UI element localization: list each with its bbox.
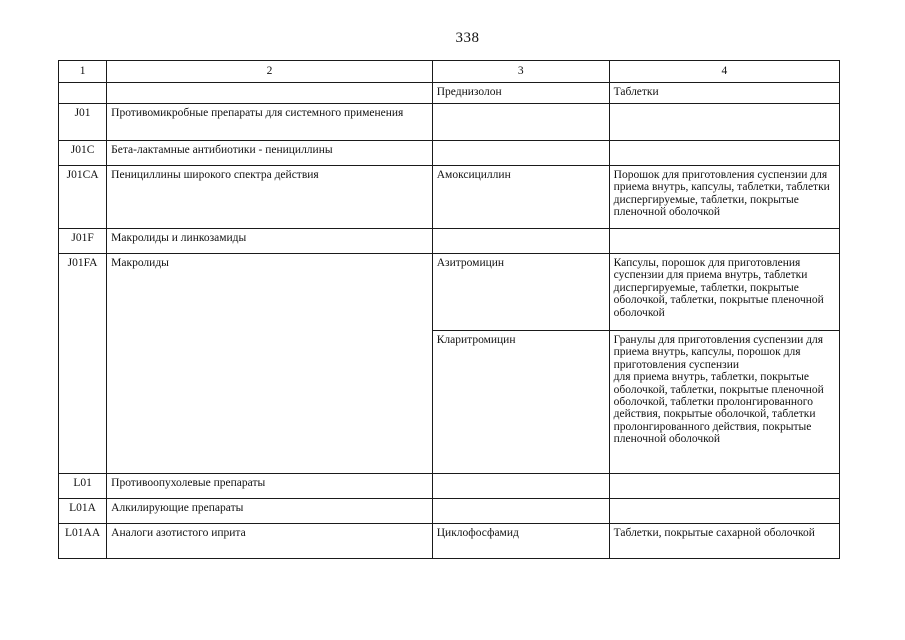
atc-code-cell: L01: [59, 474, 107, 499]
atc-code-cell: L01AA: [59, 524, 107, 559]
column-number-4: 4: [609, 61, 839, 83]
dosage-form-cell: [609, 83, 839, 104]
atc-group-cell: Противоопухолевые препараты: [107, 474, 433, 499]
table-row: [59, 254, 840, 331]
drug-name-cell: Азитромицин: [432, 254, 609, 331]
drug-table-body: [59, 61, 840, 559]
drug-name-cell: [432, 141, 609, 166]
drug-name-cell: Преднизолон: [432, 83, 609, 104]
atc-group-cell: Алкилирующие препараты: [107, 499, 433, 524]
atc-code-cell: J01CA: [59, 166, 107, 229]
table-row: [59, 474, 840, 499]
dosage-form-cell: [609, 254, 839, 331]
dosage-form-cell: [609, 331, 839, 474]
drug-name-cell: [432, 229, 609, 254]
atc-code-cell: [59, 83, 107, 104]
dosage-form-text: для приема внутрь, таблетки, покрытые оболочкой, таблетки, покрытые пленочной оболочкой, таблетки пролонгированного действия, покрытые оболочкой, таблетки пролонгированного действия, покрытые пленочной оболочкой: [613, 371, 824, 446]
atc-group-cell: Пенициллины широкого спектра действия: [107, 166, 433, 229]
dosage-form-text: Порошок для приготовления суспензии для приема внутрь, капсулы, таблетки, таблетки диспергируемые, таблетки, покрытые пленочной оболочкой: [613, 169, 830, 219]
atc-code-cell: J01FA: [59, 254, 107, 474]
table-row: [59, 104, 840, 141]
drug-name-cell: Амоксициллин: [432, 166, 609, 229]
dosage-form-cell: [609, 499, 839, 524]
drug-name-cell: [432, 499, 609, 524]
table-row: [59, 499, 840, 524]
dosage-form-text: Гранулы для приготовления суспензии для приема внутрь, капсулы, порошок для приготовления суспензии: [613, 334, 824, 371]
atc-code-cell: J01: [59, 104, 107, 141]
atc-group-cell: Бета-лактамные антибиотики - пенициллины: [107, 141, 433, 166]
column-number-2: 2: [107, 61, 433, 83]
atc-group-cell: Макролиды: [107, 254, 433, 474]
dosage-form-text: Таблетки: [613, 86, 659, 98]
dosage-form-text: Таблетки, покрытые сахарной оболочкой: [613, 527, 815, 539]
column-number-3: 3: [432, 61, 609, 83]
table-row: [59, 141, 840, 166]
atc-code-cell: L01A: [59, 499, 107, 524]
dosage-form-cell: [609, 474, 839, 499]
table-row: [59, 166, 840, 229]
drug-name-cell: Циклофосфамид: [432, 524, 609, 559]
table-row: [59, 83, 840, 104]
atc-code-cell: J01F: [59, 229, 107, 254]
dosage-form-cell: [609, 166, 839, 229]
atc-group-cell: Макролиды и линкозамиды: [107, 229, 433, 254]
dosage-form-cell: [609, 104, 839, 141]
dosage-form-text: Капсулы, порошок для приготовления суспензии для приема внутрь, таблетки диспергируемые, таблетки, покрытые оболочкой, таблетки, покрытые пленочной оболочкой: [613, 257, 824, 319]
page-number: 338: [455, 30, 480, 46]
drug-name-cell: Кларитромицин: [432, 331, 609, 474]
dosage-form-cell: [609, 524, 839, 559]
atc-group-cell: Аналоги азотистого иприта: [107, 524, 433, 559]
table-row: [59, 229, 840, 254]
dosage-form-cell: [609, 229, 839, 254]
drug-name-cell: [432, 474, 609, 499]
column-number-1: 1: [59, 61, 107, 83]
drug-table: [58, 60, 840, 559]
column-number-row: [59, 61, 840, 83]
table-row: [59, 524, 840, 559]
atc-group-cell: Противомикробные препараты для системного применения: [107, 104, 433, 141]
drug-name-cell: [432, 104, 609, 141]
atc-group-cell: [107, 83, 433, 104]
dosage-form-cell: [609, 141, 839, 166]
atc-code-cell: J01C: [59, 141, 107, 166]
